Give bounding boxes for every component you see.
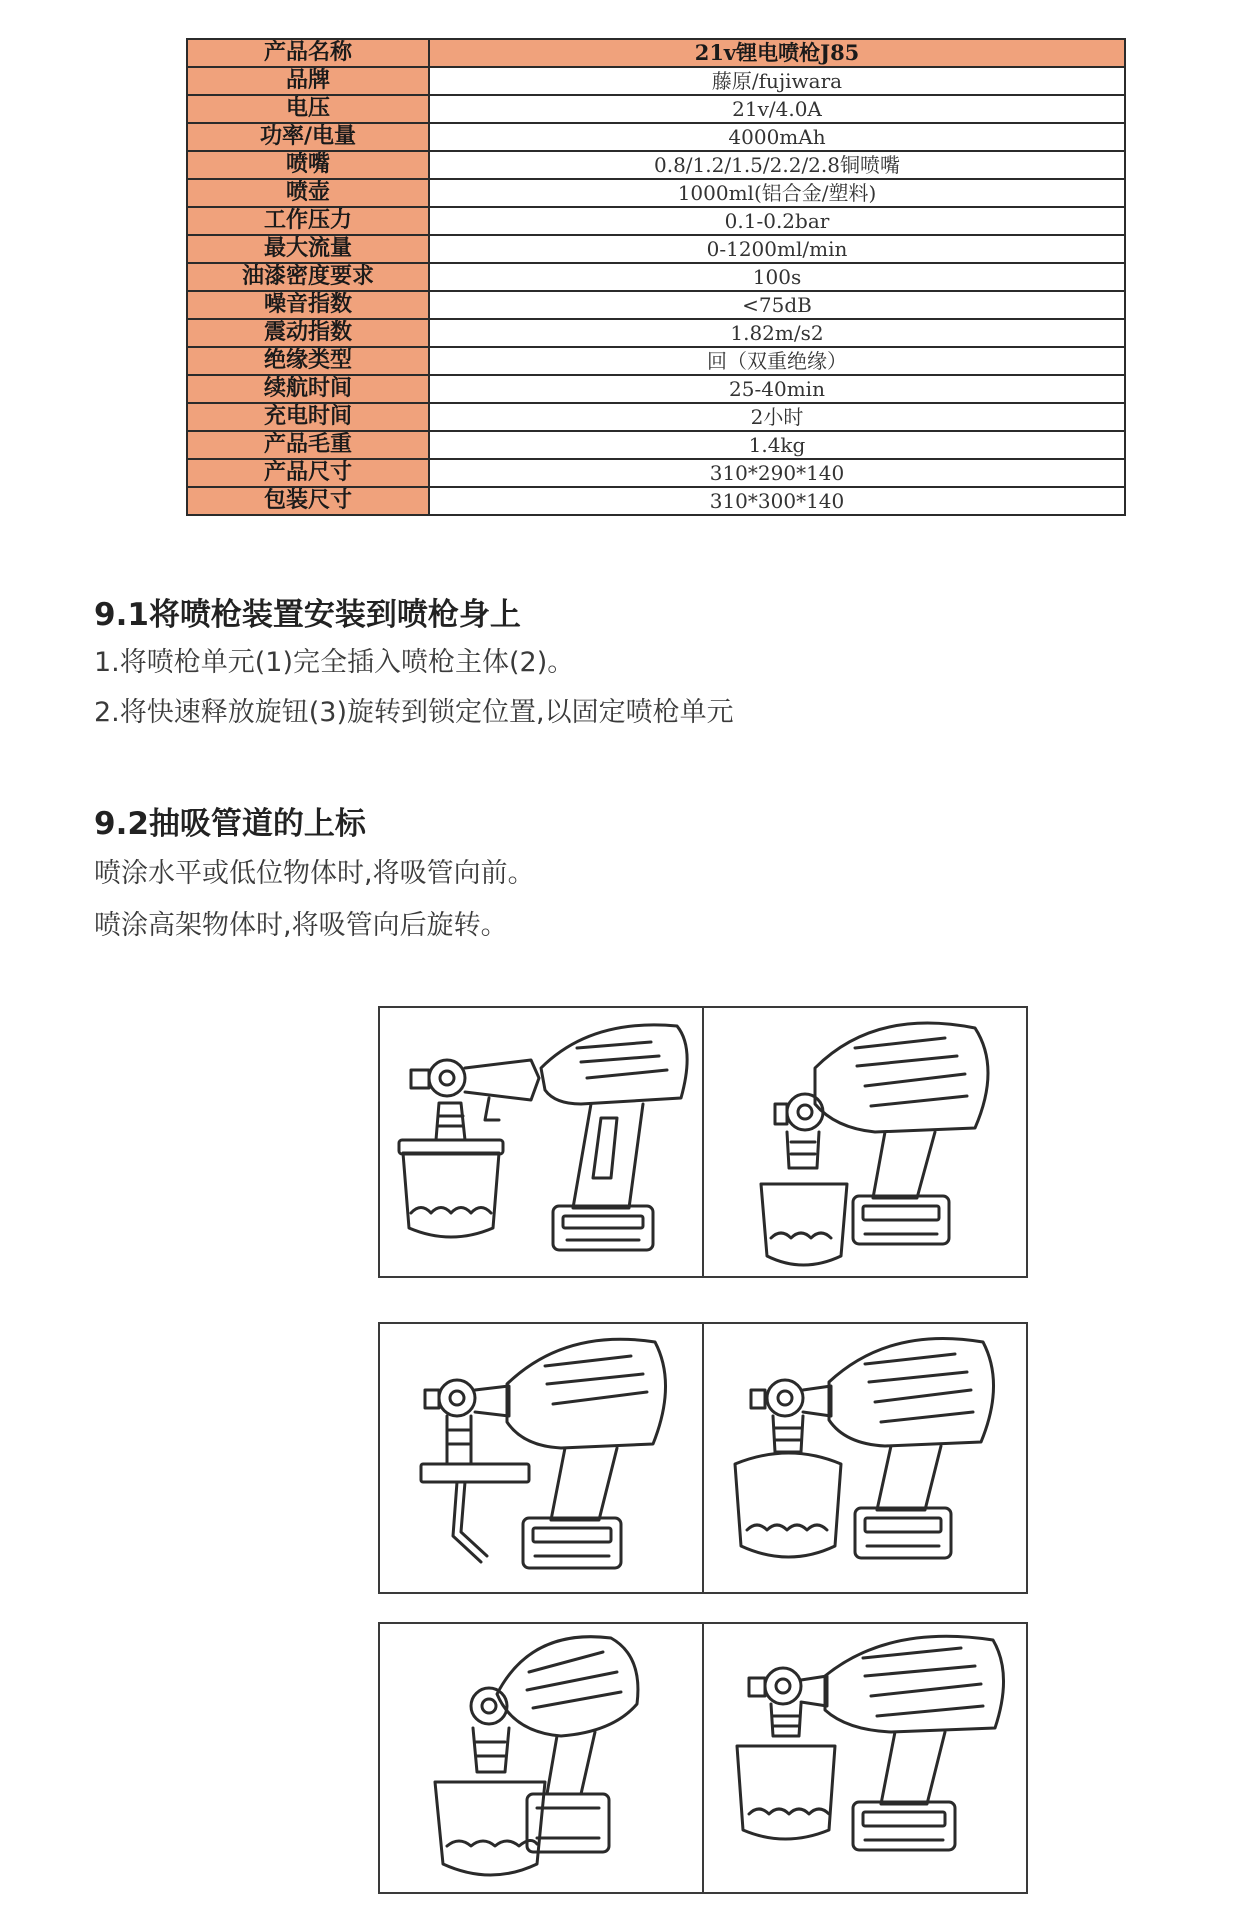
table-row [187,179,1125,207]
table-value-cell: 1.4kg [429,431,1125,459]
figure-row-1 [378,1006,1028,1278]
table-row [187,431,1125,459]
table-value-cell: 1000ml(铝合金/塑料) [429,179,1125,207]
section-heading: 9.1将喷枪装置安装到喷枪身上 [94,597,521,633]
table-value-cell: 1.82m/s2 [429,319,1125,347]
table-row [187,487,1125,515]
table-row [187,263,1125,291]
table-row [187,235,1125,263]
product-name-value: 21v锂电喷枪J85 [429,39,1125,67]
table-value-cell: 0.8/1.2/1.5/2.2/2.8铜喷嘴 [429,151,1125,179]
table-label-cell: 绝缘类型 [187,347,429,375]
section-9-2 [94,800,535,952]
spray-gun-icon [704,1008,1026,1276]
table-value-cell: 藤原/fujiwara [429,67,1125,95]
table-value-cell: 25-40min [429,375,1125,403]
spec-table [186,38,1126,516]
table-label-cell: 喷壶 [187,179,429,207]
table-label-cell: 喷嘴 [187,151,429,179]
table-label-cell: 充电时间 [187,403,429,431]
spray-gun-suction-tube-illustration [380,1324,702,1592]
table-row [187,123,1125,151]
figure-row-3 [378,1622,1028,1894]
table-row [187,207,1125,235]
spray-gun-icon [704,1324,1026,1592]
table-row [187,403,1125,431]
table-label-cell: 产品尺寸 [187,459,429,487]
table-header-row [187,39,1125,67]
spray-gun-tilted-illustration [380,1624,702,1892]
table-row [187,347,1125,375]
spray-gun-assembled-illustration [702,1008,1026,1276]
instruction-line: 喷涂水平或低位物体时,将吸管向前。 [94,858,535,889]
table-label-cell: 油漆密度要求 [187,263,429,291]
table-label-cell: 包装尺寸 [187,487,429,515]
table-value-cell: 21v/4.0A [429,95,1125,123]
section-9-1 [94,592,734,738]
table-row [187,291,1125,319]
table-label-cell: 震动指数 [187,319,429,347]
spray-gun-with-cup-illustration [702,1324,1026,1592]
table-row [187,375,1125,403]
table-label-cell: 最大流量 [187,235,429,263]
table-row [187,459,1125,487]
spray-gun-side-view-illustration [702,1624,1026,1892]
figure-row-2 [378,1322,1028,1594]
instruction-line: 2.将快速释放旋钮(3)旋转到锁定位置,以固定喷枪单元 [94,697,734,728]
table-value-cell: 回（双重绝缘） [429,347,1125,375]
table-row [187,95,1125,123]
table-label-cell: 功率/电量 [187,123,429,151]
section-heading: 9.2抽吸管道的上标 [94,806,366,842]
table-value-cell: 310*300*140 [429,487,1125,515]
instruction-line: 1.将喷枪单元(1)完全插入喷枪主体(2)。 [94,647,575,678]
table-value-cell: 0-1200ml/min [429,235,1125,263]
table-value-cell: 0.1-0.2bar [429,207,1125,235]
table-label-cell: 品牌 [187,67,429,95]
table-value-cell: 4000mAh [429,123,1125,151]
spray-gun-separated-illustration [380,1008,702,1276]
table-label-cell: 产品毛重 [187,431,429,459]
table-value-cell: 310*290*140 [429,459,1125,487]
spray-gun-icon [380,1624,702,1892]
table-label-cell: 工作压力 [187,207,429,235]
table-value-cell: 2小时 [429,403,1125,431]
table-row [187,319,1125,347]
table-row [187,67,1125,95]
table-row [187,151,1125,179]
spray-gun-icon [704,1624,1026,1892]
table-label-cell: 产品名称 [187,39,429,67]
suction-tube-icon [380,1324,702,1592]
table-label-cell: 续航时间 [187,375,429,403]
table-value-cell: 100s [429,263,1125,291]
table-label-cell: 噪音指数 [187,291,429,319]
spray-gun-parts-icon [380,1008,702,1276]
table-label-cell: 电压 [187,95,429,123]
instruction-line: 喷涂高架物体时,将吸管向后旋转。 [94,910,508,941]
table-value-cell: <75dB [429,291,1125,319]
